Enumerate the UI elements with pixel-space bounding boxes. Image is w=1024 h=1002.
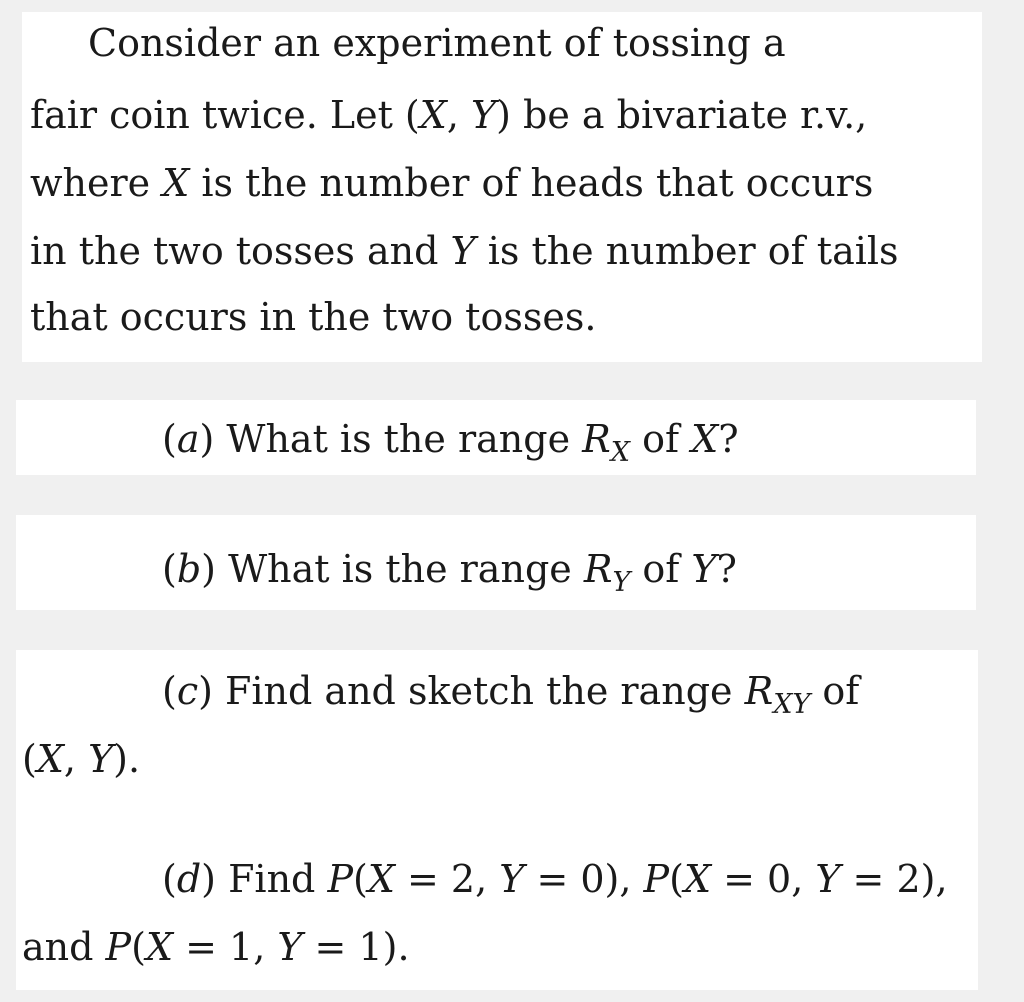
paren-close-period: ). <box>113 737 141 781</box>
var-x: X <box>367 857 395 901</box>
range-symbol: R <box>744 669 774 713</box>
intro-line-3 <box>30 161 874 205</box>
var-y: Y <box>691 547 717 591</box>
var-y: Y <box>277 925 303 969</box>
paren-open: ( <box>22 737 37 781</box>
part-a-letter: a <box>176 417 200 461</box>
intro-line-4 <box>30 229 899 273</box>
part-d-letter: d <box>176 857 202 901</box>
range-subscript: X <box>610 437 631 468</box>
var-x: X <box>162 161 190 205</box>
part-b-question <box>162 547 737 598</box>
paren-open: ( <box>162 547 177 591</box>
intro-line-4-start: in the two tosses and <box>30 229 451 273</box>
probability-symbol: P <box>643 857 670 901</box>
paren-open: ( <box>162 417 177 461</box>
var-x: X <box>36 737 64 781</box>
var-y: Y <box>471 93 497 137</box>
intro-line-1-text: Consider an experiment of tossing a <box>88 21 786 65</box>
paren-open: ( <box>131 925 146 969</box>
part-a-of: of <box>630 417 692 461</box>
part-d-line-2 <box>22 925 410 969</box>
part-c-letter: c <box>176 669 199 713</box>
equals-value: = 2, <box>394 857 500 901</box>
part-b-of: of <box>630 547 692 591</box>
paren-close: ) <box>201 857 216 901</box>
var-x: X <box>419 93 447 137</box>
paren-open: ( <box>669 857 684 901</box>
part-a-text: What is the range <box>214 417 583 461</box>
range-symbol: R <box>582 417 611 461</box>
intro-line-4-end: is the number of tails <box>475 229 899 273</box>
intro-line-2-start: fair coin twice. Let ( <box>30 93 420 137</box>
intro-line-3-start: where <box>30 161 163 205</box>
paren-open: ( <box>353 857 368 901</box>
part-c-of: of <box>810 669 860 713</box>
part-c-question <box>162 669 860 720</box>
paren-open: ( <box>162 857 177 901</box>
var-y: Y <box>815 857 841 901</box>
equals-value: = 0), <box>524 857 644 901</box>
part-d-question <box>162 857 948 901</box>
intro-line-2 <box>30 93 868 137</box>
part-c-text: Find and sketch the range <box>212 669 745 713</box>
intro-line-5-text: that occurs in the two tosses. <box>30 295 597 339</box>
range-subscript: Y <box>612 567 631 598</box>
range-subscript: XY <box>773 689 811 720</box>
range-symbol: R <box>583 547 613 591</box>
intro-line-5 <box>30 295 597 339</box>
intro-line-2-end: ) be a bivariate r.v., <box>496 93 868 137</box>
intro-line-1 <box>88 21 786 65</box>
part-a-question <box>162 417 739 468</box>
question-mark: ? <box>718 417 739 461</box>
paren-open: ( <box>162 669 177 713</box>
part-c-line-2 <box>22 737 141 781</box>
paren-close: ) <box>201 547 216 591</box>
probability-symbol: P <box>327 857 354 901</box>
paren-close: ) <box>198 669 213 713</box>
var-x: X <box>145 925 174 969</box>
comma: , <box>63 737 89 781</box>
var-x: X <box>691 417 719 461</box>
part-b-text: What is the range <box>215 547 584 591</box>
intro-line-3-end: is the number of heads that occurs <box>189 161 874 205</box>
paren-close: ) <box>199 417 215 461</box>
part-d-find: Find <box>215 857 328 901</box>
equals-value: = 0, <box>711 857 816 901</box>
equals-value: = 2), <box>840 857 948 901</box>
part-b-letter: b <box>176 547 202 591</box>
question-mark: ? <box>716 547 737 591</box>
comma: , <box>446 93 471 137</box>
var-y: Y <box>450 229 476 273</box>
and-word: and <box>22 925 106 969</box>
var-y: Y <box>88 737 114 781</box>
equals-value: = 1). <box>302 925 410 969</box>
probability-symbol: P <box>105 925 132 969</box>
equals-value: = 1, <box>173 925 278 969</box>
var-y: Y <box>499 857 525 901</box>
var-x: X <box>683 857 712 901</box>
